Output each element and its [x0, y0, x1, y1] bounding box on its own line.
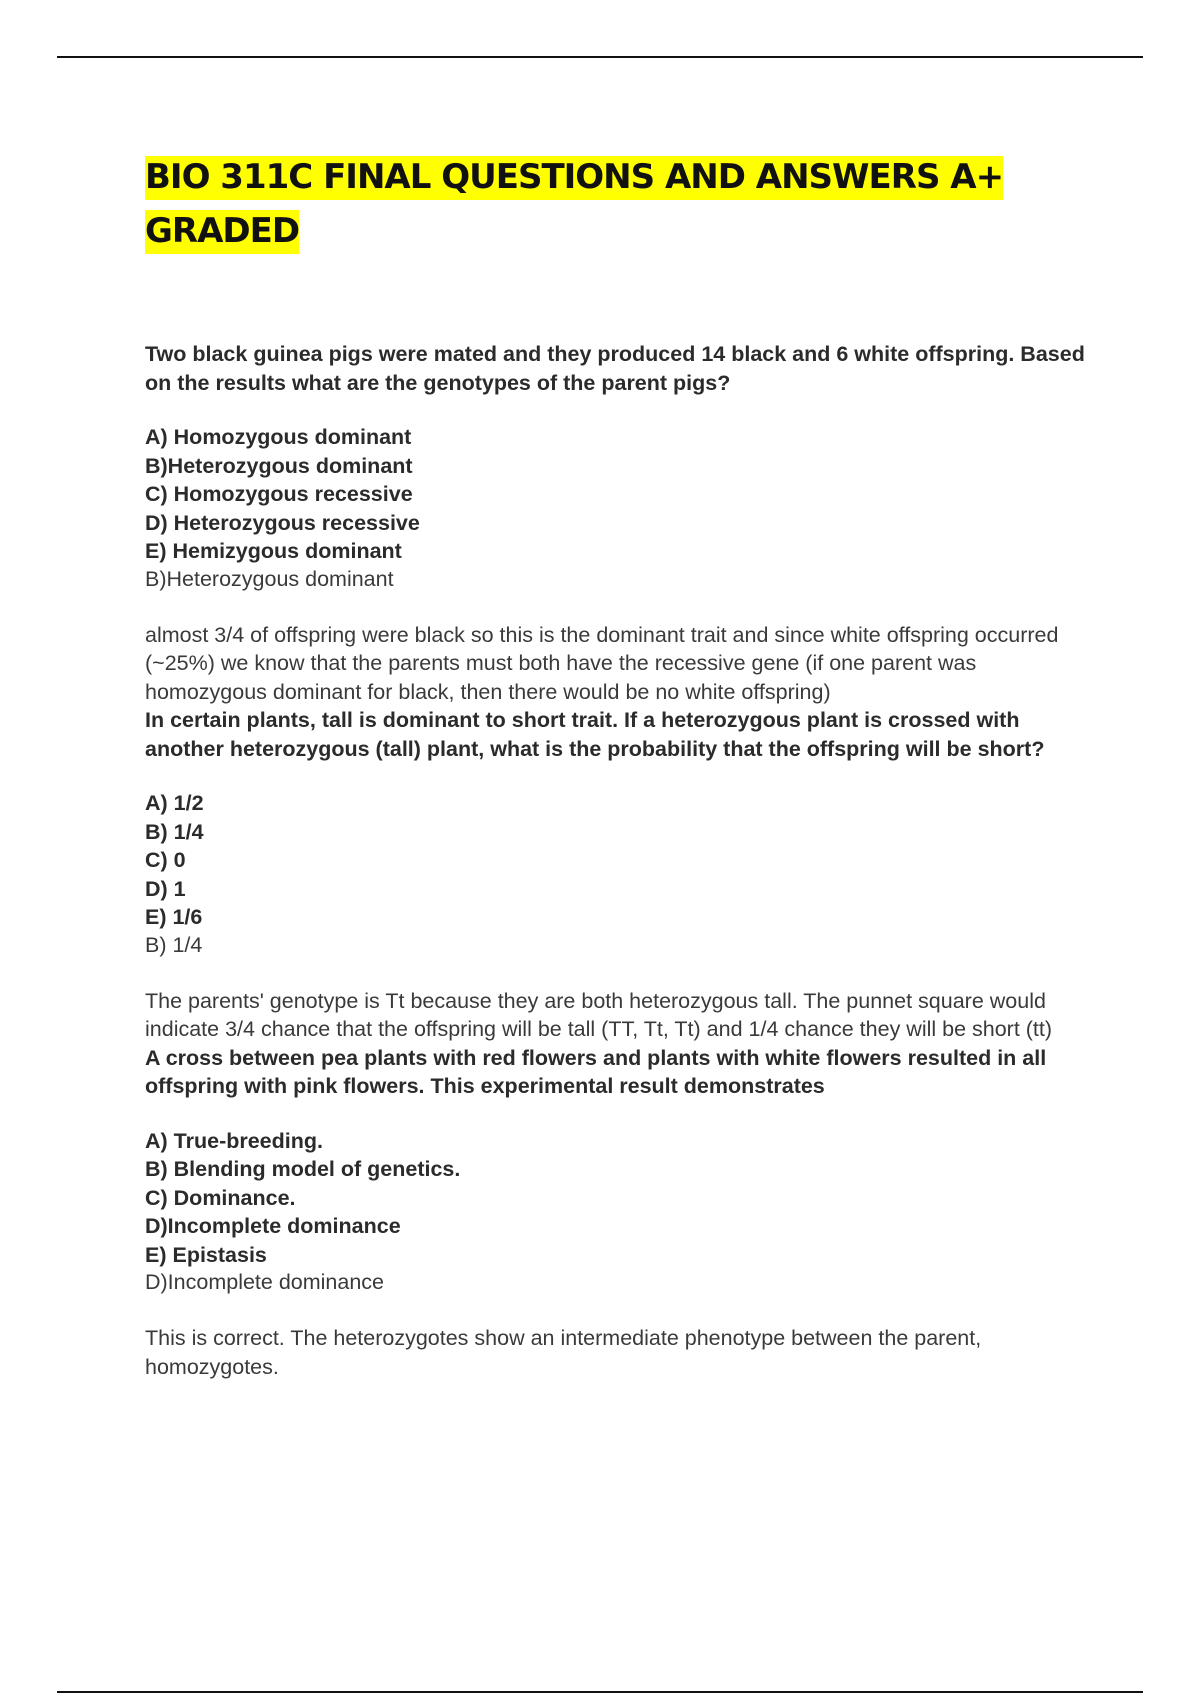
option-e: E) Hemizygous dominant — [145, 539, 402, 563]
option-a: A) 1/2 — [145, 791, 204, 815]
option-a: A) True-breeding. — [145, 1128, 323, 1153]
highlighted-title: BIO 311C FINAL QUESTIONS AND ANSWERS A+ GRADED — [145, 156, 1003, 254]
question-3-answer: D)Incomplete dominance — [145, 1270, 385, 1294]
document-body — [145, 150, 1095, 1381]
question-2-answer: B) 1/4 — [145, 932, 203, 957]
question-3-text: A cross between pea plants with red flowers and plants with white flowers resulted in all offspring with pink flowers. This experimental result demonstrates — [145, 1045, 1047, 1098]
option-a: A) Homozygous dominant — [145, 425, 412, 449]
option-d: D)Incomplete dominance — [145, 1214, 401, 1238]
option-d: D) 1 — [145, 876, 186, 901]
question-list — [145, 340, 1095, 1381]
option-c: C) Dominance. — [145, 1185, 296, 1210]
question-1-answer: B)Heterozygous dominant — [145, 566, 394, 591]
header-rule — [57, 56, 1143, 58]
question-2-explanation: The parents' genotype is Tt because they are both heterozygous tall. The punnet square would indicate 3/4 chance that the offspring will be tall (TT, Tt, Tt) and 1/4 chance they will be short (tt) — [145, 988, 1053, 1041]
page-title — [145, 150, 1095, 258]
question-2-text: In certain plants, tall is dominant to short trait. If a heterozygous plant is crossed with another heterozygous (tall) plant, what is the probability that the offspring will be short? — [145, 708, 1045, 761]
question-3-options — [145, 1127, 1095, 1270]
footer-rule — [57, 1691, 1143, 1693]
question-3-explanation: This is correct. The heterozygotes show an intermediate phenotype between the parent, homozygotes. — [145, 1326, 982, 1379]
option-b: B) Blending model of genetics. — [145, 1157, 461, 1181]
option-c: C) 0 — [145, 848, 186, 872]
question-1-options — [145, 423, 1095, 566]
option-d: D) Heterozygous recessive — [145, 510, 420, 535]
option-b: B)Heterozygous dominant — [145, 453, 413, 478]
qa-block-3 — [145, 1044, 1095, 1382]
option-e: E) Epistasis — [145, 1242, 267, 1267]
option-c: C) Homozygous recessive — [145, 482, 413, 506]
question-2-options — [145, 789, 1095, 932]
qa-block-1 — [145, 340, 1095, 706]
option-e: E) 1/6 — [145, 905, 203, 929]
question-1-explanation: almost 3/4 of offspring were black so this is the dominant trait and since white offspring occurred (~25%) we know that the parents must both have the recessive gene (if one parent was homozygous dominant for black, then there would be no white offspring) — [145, 622, 1059, 704]
option-b: B) 1/4 — [145, 819, 204, 844]
qa-block-2 — [145, 706, 1095, 1044]
question-1-text: Two black guinea pigs were mated and they produced 14 black and 6 white offspring. Based on the results what are the genotypes of the parent pigs? — [145, 342, 1085, 395]
